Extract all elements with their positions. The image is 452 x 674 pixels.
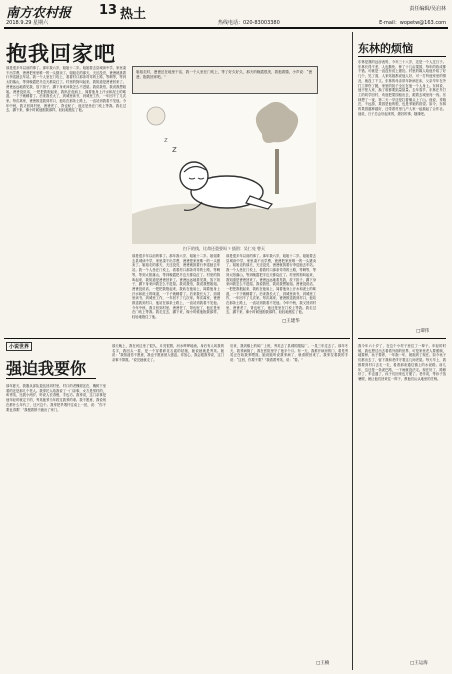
article-body-mid-a: 那是很多年以前的事了。那年我六岁，姐姐十二岁。姐姐要去县城读中学，家里凑不出学费，爸爸把家里唯一的一头猪卖了。姐姐走的那天，天还没亮，爸爸就挑着行李送她去车站。我一个人坐在门坎上，看着村口那条弯弯的土路，等啊等，等到太阳落山，等到晚霞把半边天都烧红了。村里的狗叫起来，我知道是爸爸回来了。爸爸远远地看见我，放下担子，蹲下身来问我怎么不进屋。我说我怕，我说我想姐姐。爸爸没说话，一把把我抱起来，我趴在他肩上，闻着他身上汗水和泥土的味道，一下子就睡着了。后来我长大了，到城里读书，到城里工作，一年回不了几次家。每次离家，爸爸都送我到村口，他站在那条土路上，一直站到我看不见他。今年中秋，我又回到村里，爸爸老了，背也驼了，他还是坐在门坎上等我。我走过去，蹲下来，像小时候他抱我那样，轻轻地抱住了他。 — [132, 254, 220, 320]
masthead-rule — [4, 27, 448, 29]
sleeping-child-illustration — [132, 94, 316, 244]
sidebar-body: 东林是我的远房表哥，今年三十八岁，还是一个人过日子。东林长得不差，人也勤快，种了十几亩果园，每年的收成都不错。可就是一直没有说上媳妇。村里的媒人给他介绍了好几个，见了面，人家姑娘都说他人好，可一打听他家里的情况，就没了下文。东林的母亲常年卧病在床，父亲早年在外打工摔伤了腿，家里的担子全压在他一个人身上。东林说，他不怪人家，换了谁都要掂量掂量。去年春节，东林在外打工的同学回村，劝他把果园租出去，跟着去城里闯一闯。东林想了一夜，第二天一早还是扛着锄头上了山。他说，爹娘在，不远游，果园是他的根，也是爹娘的指望。如今，东林的果园越种越好，还带着村里几户人家一起搞起了合作社。他说，日子总会好起来的，媳妇的事，随缘吧。 — [358, 60, 446, 116]
sidebar-headline-rule — [358, 56, 446, 57]
email: E-mail：wopetw@163.com — [379, 20, 446, 26]
article-lead: 姐姐走时，爸爸还在地里干活，我一个人坐在门坎上，等了好久好久，那天的晚霞很美，我抱着膝，小声说：“爸爸，抱我回家吧。” — [136, 70, 312, 79]
editor-line: 责任编辑/吴启林 — [409, 6, 446, 12]
article-illustration — [132, 94, 316, 244]
paper-name: 南方农村报 — [6, 6, 72, 21]
article-body-mid-b: 那是很多年以前的事了。那年我六岁，姐姐十二岁。姐姐要去县城读中学，家里凑不出学费，爸爸把家里唯一的一头猪卖了。姐姐走的那天，天还没亮，爸爸就挑着行李送她去车站。我一个人坐在门坎上，看着村口那条弯弯的土路，等啊等，等到太阳落山，等到晚霞把半边天都烧红了。村里的狗叫起来，我知道是爸爸回来了。爸爸远远地看见我，放下担子，蹲下身来问我怎么不进屋。我说我怕，我说我想姐姐。爸爸没说话，一把把我抱起来，我趴在他肩上，闻着他身上汗水和泥土的味道，一下子就睡着了。后来我长大了，到城里读书，到城里工作，一年回不了几次家。每次离家，爸爸都送我到村口，他站在那条土路上，一直站到我看不见他。今年中秋，我又回到村里，爸爸老了，背也驼了，他还是坐在门坎上等我。我走过去，蹲下来，像小时候他抱我那样，轻轻地抱住了他。 — [226, 254, 316, 315]
feature-body-mid: 那天晚上，我在河边坐了很久，月亮很圆，河水哗哗地流。身后有人叫我的名字，我回头一看，是一个穿着碎花衣裳的姑娘，她说她就是秀英。她说：“我知道你不愿意，我也不愿意被人强迫。你放心，我会跟我爹说，这门亲事不算数。”说完她就走了。 — [112, 344, 224, 363]
hotline: 热线电话：020-83003380 — [218, 20, 280, 26]
article-body-left: 那是很多年以前的事了。那年我六岁，姐姐十二岁。姐姐要去县城读中学，家里凑不出学费，爸爸把家里唯一的一头猪卖了。姐姐走的那天，天还没亮，爸爸就挑着行李送她去车站。我一个人坐在门坎上，看着村口那条弯弯的土路，等啊等，等到太阳落山，等到晚霞把半边天都烧红了。村里的狗叫起来，我知道是爸爸回来了。爸爸远远地看见我，放下担子，蹲下身来问我怎么不进屋。我说我怕，我说我想姐姐。爸爸没说话，一把把我抱起来，我趴在他肩上，闻着他身上汗水和泥土的味道，一下子就睡着了。后来我长大了，到城里读书，到城里工作，一年回不了几次家。每次离家，爸爸都送我到村口，他站在那条土路上，一直站到我看不见他。今年中秋，我又回到村里，爸爸老了，背也驼了，他还是坐在门坎上等我。我走过去，蹲下来，像小时候他抱我那样，轻轻地抱住了他。 — [6, 66, 126, 113]
article-headline: 抱我回家吧 — [6, 42, 116, 66]
sidebar2-top-rule — [358, 338, 446, 339]
feature-headline-rule — [6, 378, 96, 379]
sidebar2-byline: □王运海 — [410, 661, 428, 666]
feature-byline: □王楠 — [316, 661, 330, 666]
sidebar2-body: 我今年六十岁了，在这个小村子里住了一辈子。年轻的时候，我也想过出去看看外面的世界，可是家里老人要照顾，地要种，孩子要养，一年拖一年，就拖到了现在。如今孩子们都出去了，留下我和老伴守着这几间老屋。每天早上，我都要到村口去走一走，看看那条通往镇上的水泥路。前几年，这还是一条泥巴路，一下雨就没法走。现在好了，路修好了，车也通了，孩子们回家也方便了。老伴说，等孙子放暑假，就让他们回来住一阵子，教他们认认地里的庄稼。 — [358, 344, 446, 381]
sidebar-byline: □谭伟 — [416, 329, 430, 334]
column-divider — [352, 32, 353, 670]
illustration-caption: 扫下的钱，比命还重要吗 ? 插图：吴仁亮 曾天 — [183, 246, 265, 251]
sidebar-headline: 东林的烦恼 — [358, 42, 413, 55]
feature-body-right: 后来，我到镇上的砖厂上班，秀英去了县城的服装厂。一晃三年过去了。那年冬天，我爹病倒了，我在医院里守了他半个月。有一天，我推开病房的门，看见秀英正在给我爹喂饭。她说她听说我爹病了，就请假回来了。我爹拉着我的手说：“这回，你要不要？”我看着秀英，说：“要。” — [230, 344, 348, 363]
feature-headline: 强迫我要你 — [6, 359, 87, 378]
feature-kicker: 小说世界 — [6, 342, 32, 351]
svg-text:z: z — [172, 145, 177, 155]
date-line: 2018.9.29 星期六 — [6, 20, 49, 26]
feature-body-left: 那年夏天，我刚从部队退伍回到村里，村口的老槐树还在，槐树下坐着的还是那几个老人。我爹托人给我说了一门亲事，女方是邻村的，叫秀英，比我小两岁，听说人长得俊，手也巧。我爹说，这门亲事是他年轻时就定下的，秀英她爹当年救过我爹的命。我不愿意，我说现在都什么年代了，还兴这个。我爹把旱烟杆往桌上一拍，说：“你不要也得要！”我梗着脖子跑出了家门。 — [6, 384, 106, 412]
article-byline: □王建华 — [282, 319, 300, 324]
svg-text:z: z — [164, 136, 168, 144]
section-divider — [4, 338, 350, 339]
section-name: 热土 — [120, 7, 147, 22]
page-number: 13 — [99, 3, 118, 18]
